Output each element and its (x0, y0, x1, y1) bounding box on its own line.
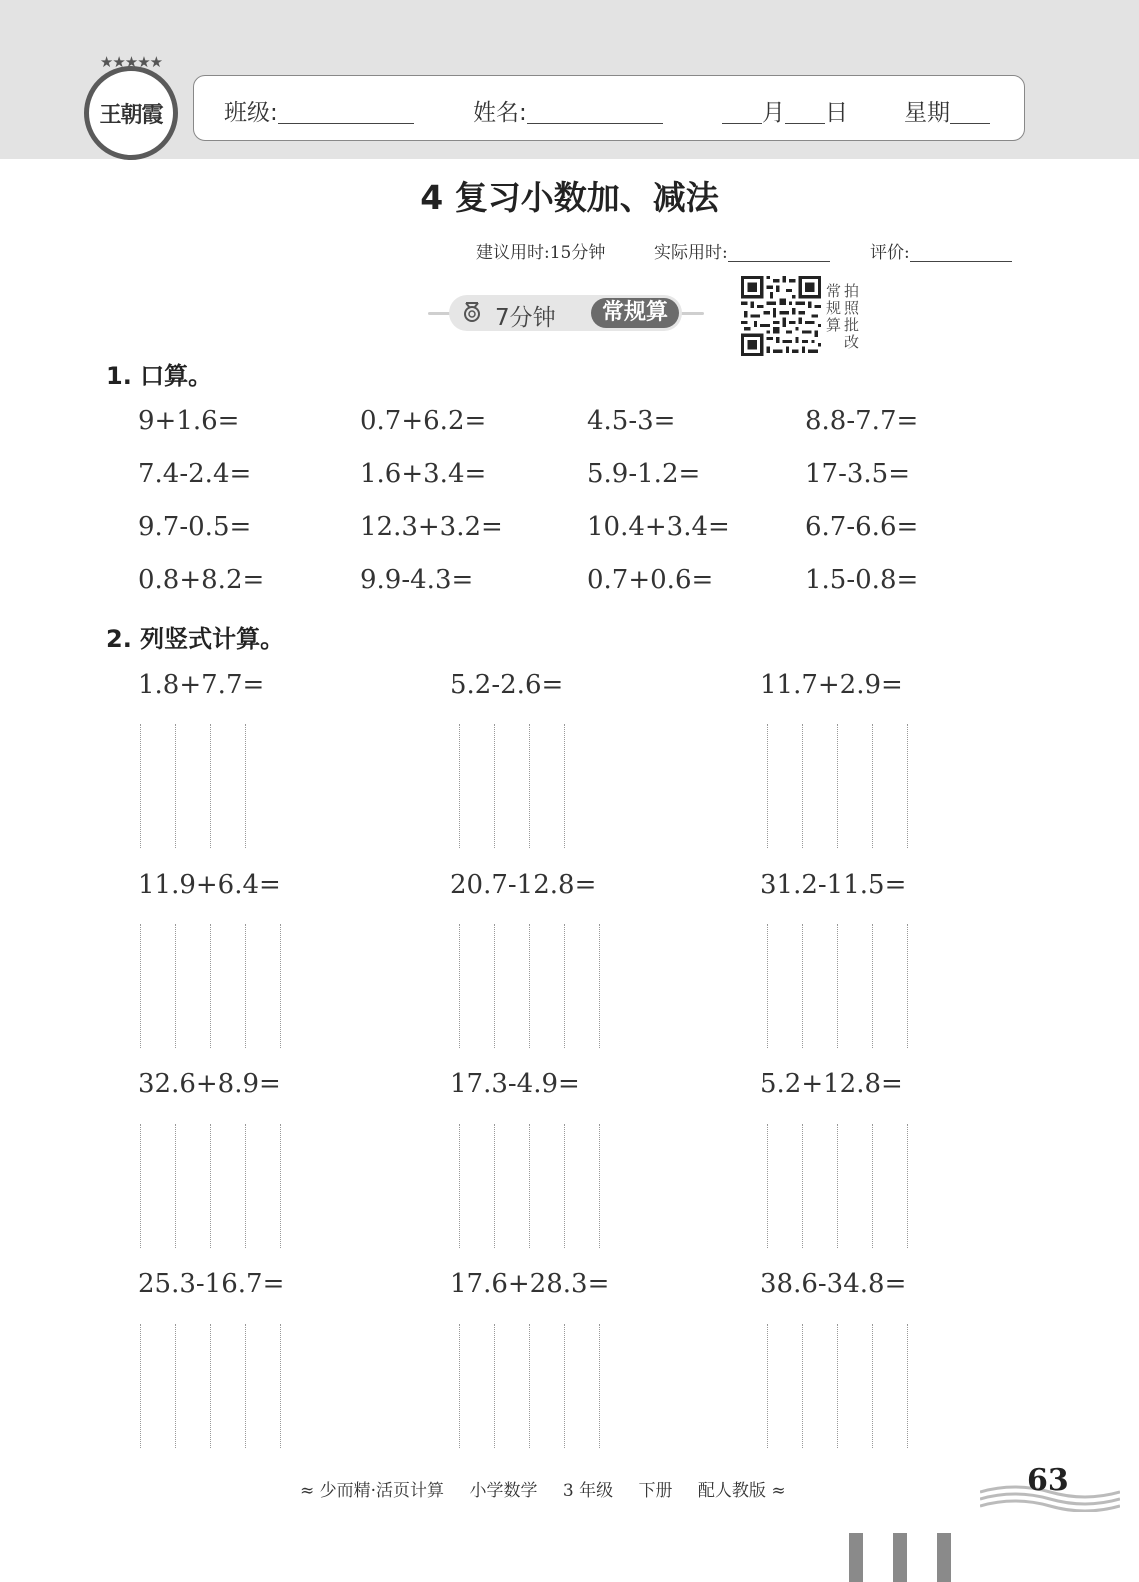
qr-label-col2: 拍照批改 (844, 282, 860, 351)
vertical-problem: 1.8+7.7= (138, 670, 265, 700)
oral-problem: 6.7-6.6= (805, 512, 919, 542)
vertical-problem: 5.2-2.6= (450, 670, 564, 700)
edge-marker (937, 1533, 951, 1582)
oral-problem: 7.4-2.4= (138, 459, 252, 489)
name-field[interactable] (473, 94, 663, 127)
oral-problem: 0.7+0.6= (587, 565, 714, 595)
oral-problem: 0.8+8.2= (138, 565, 265, 595)
medal-icon (461, 301, 483, 323)
oral-problem: 5.9-1.2= (587, 459, 701, 489)
oral-problem: 17-3.5= (805, 459, 911, 489)
work-area-guides[interactable] (767, 924, 877, 1048)
footer-grade: 3 年级 (562, 1481, 614, 1501)
section1-title: 1. 口算。 (106, 362, 213, 390)
oral-problem: 8.8-7.7= (805, 406, 919, 436)
publisher-logo (84, 53, 178, 160)
footer-info (300, 1476, 806, 1501)
weekday-label: 星期 (904, 100, 950, 126)
time-badge (449, 295, 682, 331)
work-area-guides[interactable] (767, 1124, 877, 1248)
class-blank[interactable] (278, 99, 414, 124)
vertical-problem: 11.9+6.4= (138, 870, 281, 900)
edge-marker (849, 1533, 863, 1582)
qr-code-icon[interactable] (741, 276, 821, 356)
month-blank[interactable] (722, 99, 762, 124)
oral-problem: 0.7+6.2= (360, 406, 487, 436)
actual-time-field[interactable] (654, 238, 830, 263)
day-label: 日 (825, 100, 848, 126)
oral-problem: 12.3+3.2= (360, 512, 503, 542)
evaluation-label: 评价: (870, 243, 910, 263)
work-area-guides[interactable] (767, 1324, 877, 1448)
work-area-guides[interactable] (459, 924, 569, 1048)
oral-problem: 9+1.6= (138, 406, 240, 436)
date-field[interactable] (722, 94, 848, 127)
name-label: 姓名: (473, 100, 527, 126)
student-info-box (193, 75, 1025, 141)
month-label: 月 (762, 100, 785, 126)
oral-problem: 10.4+3.4= (587, 512, 730, 542)
name-blank[interactable] (527, 99, 663, 124)
qr-label-col1: 常规算 (826, 282, 842, 334)
footer-series: ≈ 少而精·活页计算 (300, 1481, 445, 1501)
work-area-guides[interactable] (140, 1124, 250, 1248)
vertical-problem: 31.2-11.5= (760, 870, 907, 900)
weekday-field[interactable] (904, 94, 990, 127)
vertical-problem: 20.7-12.8= (450, 870, 597, 900)
work-area-guides[interactable] (767, 724, 877, 848)
oral-problem: 9.9-4.3= (360, 565, 474, 595)
section2-title: 2. 列竖式计算。 (106, 625, 285, 653)
oral-problem: 4.5-3= (587, 406, 676, 436)
class-label: 班级: (224, 100, 278, 126)
day-blank[interactable] (785, 99, 825, 124)
oral-problem: 1.6+3.4= (360, 459, 487, 489)
actual-time-label: 实际用时: (654, 243, 728, 263)
oral-problem: 9.7-0.5= (138, 512, 252, 542)
work-area-guides[interactable] (459, 1324, 569, 1448)
evaluation-blank[interactable] (910, 241, 1012, 262)
vertical-problem: 11.7+2.9= (760, 670, 903, 700)
badge-tag: 常规算 (591, 298, 679, 328)
footer-subject: 小学数学 (469, 1481, 538, 1501)
page-number: 63 (1027, 1463, 1069, 1498)
work-area-guides[interactable] (459, 724, 569, 848)
footer-edition: 配人教版 ≈ (697, 1481, 786, 1501)
edge-marker (893, 1533, 907, 1582)
footer-volume: 下册 (638, 1481, 673, 1501)
vertical-problem: 32.6+8.9= (138, 1069, 281, 1099)
badge-time: 7分钟 (495, 305, 556, 331)
vertical-problem: 17.6+28.3= (450, 1269, 610, 1299)
page-title: 4 复习小数加、减法 (420, 178, 719, 217)
suggested-time: 建议用时:15分钟 (476, 243, 606, 263)
class-field[interactable] (224, 94, 414, 127)
vertical-problem: 17.3-4.9= (450, 1069, 580, 1099)
weekday-blank[interactable] (950, 99, 990, 124)
work-area-guides[interactable] (459, 1124, 569, 1248)
evaluation-field[interactable] (870, 238, 1012, 263)
work-area-guides[interactable] (140, 1324, 250, 1448)
logo-text: 王朝霞 (99, 101, 163, 128)
oral-problem: 1.5-0.8= (805, 565, 919, 595)
work-area-guides[interactable] (140, 724, 250, 848)
actual-time-blank[interactable] (728, 241, 830, 262)
vertical-problem: 5.2+12.8= (760, 1069, 903, 1099)
vertical-problem: 38.6-34.8= (760, 1269, 907, 1299)
star-icon: ★★★★★ (99, 53, 163, 71)
vertical-problem: 25.3-16.7= (138, 1269, 285, 1299)
work-area-guides[interactable] (140, 924, 250, 1048)
